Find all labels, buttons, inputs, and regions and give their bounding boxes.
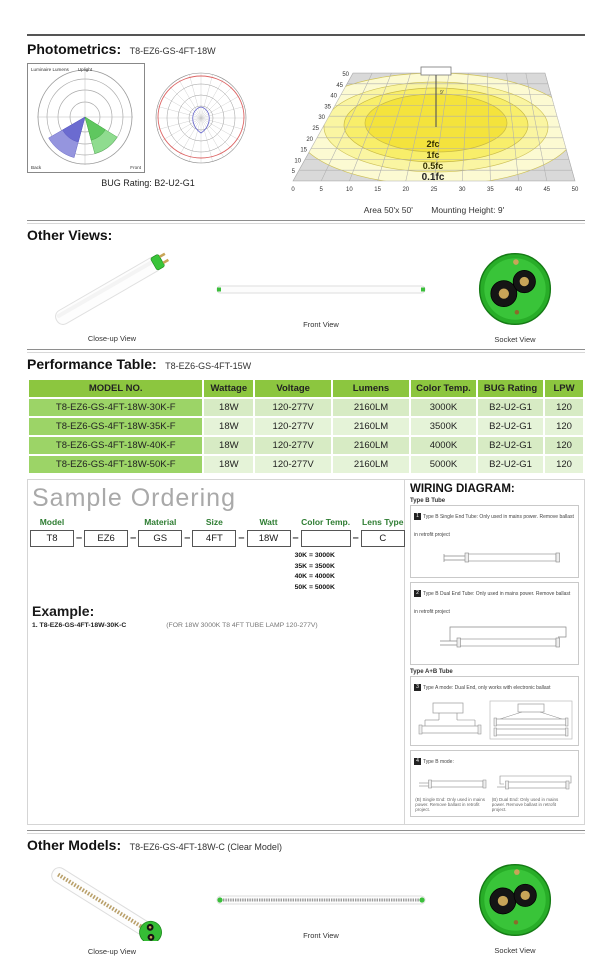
- top-rule: [27, 34, 585, 38]
- wiring-item-2: [410, 582, 579, 665]
- example-block: [30, 603, 398, 629]
- cell-wattage: 18W: [204, 418, 253, 435]
- item-number: 2: [414, 590, 421, 597]
- polar-diagrams: [27, 63, 269, 188]
- svg-text:20: 20: [402, 187, 410, 193]
- field-box-lens: C: [361, 530, 405, 547]
- field-label-lens: Lens Type: [362, 517, 404, 527]
- svg-text:5: 5: [319, 187, 323, 193]
- cell-bug: B2-U2-G1: [478, 399, 543, 416]
- svg-text:0: 0: [291, 187, 295, 193]
- field-box-size: 4FT: [192, 530, 236, 547]
- table-row: [29, 456, 583, 473]
- clear-socket-view-image: [475, 860, 555, 940]
- cell-voltage: 120-277V: [255, 399, 331, 416]
- col-model: MODEL NO.: [29, 380, 202, 397]
- candela-polar-diagram: [155, 63, 247, 173]
- cct-legend: [295, 551, 335, 593]
- col-bug: BUG Rating: [478, 380, 543, 397]
- cell-bug: B2-U2-G1: [478, 418, 543, 435]
- view-label-closeup: Close-up View: [87, 947, 137, 956]
- cell-lumens: 2160LM: [333, 456, 409, 473]
- section-subtitle: T8-EZ6-GS-4FT-18W-C (Clear Model): [129, 842, 282, 852]
- cell-wattage: 18W: [204, 399, 253, 416]
- cell-cct: 4000K: [411, 437, 476, 454]
- rule-after-photometrics: [27, 220, 585, 224]
- col-voltage: Voltage: [255, 380, 331, 397]
- cell-cct: 3500K: [411, 418, 476, 435]
- other-models-heading: [27, 837, 585, 855]
- cell-lpw: 120: [545, 437, 583, 454]
- cell-lumens: 2160LM: [333, 437, 409, 454]
- pole-height-label: 9': [440, 90, 444, 96]
- section-title: Performance Table:: [27, 356, 157, 372]
- bug-label-front: Front: [130, 165, 141, 170]
- svg-text:5: 5: [291, 169, 295, 176]
- fixture-symbol: [421, 67, 451, 75]
- type-b-dual-end-diagram: [492, 773, 574, 797]
- polar2-spokes: [156, 73, 246, 163]
- bug-rating-caption: BUG Rating: B2-U2-G1: [101, 178, 195, 188]
- field-box-cct: [301, 530, 351, 547]
- photometrics-heading: [27, 41, 585, 59]
- svg-text:35: 35: [324, 104, 331, 111]
- svg-text:45: 45: [543, 187, 551, 193]
- col-cct: Color Temp.: [411, 380, 476, 397]
- cell-cct: 5000K: [411, 456, 476, 473]
- svg-text:40: 40: [515, 187, 522, 193]
- legend-35k: 35K = 3500K: [294, 562, 335, 570]
- svg-text:30: 30: [318, 115, 325, 122]
- svg-text:10: 10: [294, 158, 301, 165]
- wiring-diagram: [405, 480, 584, 824]
- view-label-front: Front View: [303, 931, 339, 940]
- fc-label-1: 1fc: [426, 150, 440, 160]
- item-text: Type B mode:: [423, 758, 454, 765]
- svg-text:50: 50: [342, 72, 349, 78]
- view-label-closeup: Close-up View: [87, 334, 137, 343]
- single-end-tube-diagram: [420, 546, 570, 568]
- cell-voltage: 120-277V: [255, 456, 331, 473]
- wiring-item-1: [410, 505, 579, 578]
- legend-50k: 50K = 5000K: [294, 583, 335, 591]
- cell-lpw: 120: [545, 456, 583, 473]
- section-title: Photometrics:: [27, 41, 122, 57]
- legend-40k: 40K = 4000K: [294, 573, 335, 581]
- footprint-caption: [283, 205, 585, 215]
- example-model-number: 1. T8-EZ6-GS-4FT-18W-30K-C: [32, 622, 127, 629]
- item-text: Type A mode: Dual End, only works with electronic ballast: [423, 684, 551, 691]
- svg-text:25: 25: [312, 126, 319, 132]
- ordering-builder: [30, 517, 404, 591]
- type-b-single-end-diagram: [415, 773, 489, 797]
- section-title: Other Views:: [27, 227, 113, 243]
- item-text: Type B Dual End Tube: Only used in mains power. Remove ballast in retrofit project: [414, 590, 571, 615]
- cell-model: T8-EZ6-GS-4FT-18W-50K-F: [29, 456, 202, 473]
- cell-cct: 3000K: [411, 399, 476, 416]
- svg-text:30: 30: [458, 187, 466, 193]
- svg-text:15: 15: [374, 187, 381, 193]
- field-label-material: Material: [144, 517, 177, 527]
- field-label-size: Size: [205, 517, 223, 527]
- cell-voltage: 120-277V: [255, 418, 331, 435]
- cell-lumens: 2160LM: [333, 418, 409, 435]
- example-heading: Example:: [32, 603, 95, 619]
- field-box-watt: 18W: [247, 530, 291, 547]
- cell-voltage: 120-277V: [255, 437, 331, 454]
- type-a-single-fixture-diagram: [415, 699, 487, 741]
- other-views-heading: [27, 227, 585, 245]
- lower-section: [27, 479, 585, 825]
- section-subtitle: T8-EZ6-GS-4FT-18W: [129, 46, 216, 56]
- cell-wattage: 18W: [204, 437, 253, 454]
- cell-model: T8-EZ6-GS-4FT-18W-35K-F: [29, 418, 202, 435]
- sample-ordering: [28, 480, 405, 824]
- cell-model: T8-EZ6-GS-4FT-18W-30K-F: [29, 399, 202, 416]
- cell-lumens: 2160LM: [333, 399, 409, 416]
- table-row: [29, 418, 583, 435]
- wiring-heading: WIRING DIAGRAM:: [410, 483, 515, 495]
- dash-separator: –: [292, 532, 299, 544]
- socket-view-image: [475, 249, 555, 329]
- other-views-figures: [27, 249, 585, 344]
- view-label-socket: Socket View: [494, 946, 536, 955]
- other-models-figures: [27, 859, 585, 956]
- svg-text:15: 15: [300, 147, 307, 154]
- cell-lpw: 120: [545, 399, 583, 416]
- col-lumens: Lumens: [333, 380, 409, 397]
- bug-zone-diagram: [27, 63, 145, 173]
- example-note: (FOR 18W 3000K T8 4FT TUBE LAMP 120-277V): [166, 622, 318, 629]
- cell-bug: B2-U2-G1: [478, 437, 543, 454]
- photometrics-row: [27, 63, 585, 215]
- field-label-watt: Watt: [259, 517, 278, 527]
- section-subtitle: T8-EZ6-GS-4FT-15W: [165, 361, 252, 371]
- type-b-single-caption: (B) Single End: Only used in mains power. Remove ballast in retrofit project.: [415, 797, 486, 812]
- svg-text:40: 40: [330, 93, 337, 100]
- section-title: Other Models:: [27, 837, 122, 853]
- svg-text:25: 25: [430, 187, 438, 193]
- footprint-block: [283, 63, 585, 215]
- bug-label-back: Back: [31, 165, 42, 170]
- col-lpw: LPW: [545, 380, 583, 397]
- fc-label-2: 2fc: [426, 139, 440, 149]
- field-label-model: Model: [39, 517, 65, 527]
- clear-closeup-view-image: [47, 859, 177, 941]
- wiring-item-3: [410, 676, 579, 746]
- rule-after-other-views: [27, 349, 585, 353]
- svg-text:45: 45: [336, 82, 343, 89]
- wiring-item-4: [410, 750, 579, 817]
- closeup-view-image: [47, 250, 177, 328]
- wiring-group-type-ab: Type A+B Tube: [410, 669, 453, 675]
- field-box-model: T8: [30, 530, 74, 547]
- datasheet-page: [0, 34, 612, 956]
- cell-model: T8-EZ6-GS-4FT-18W-40K-F: [29, 437, 202, 454]
- view-label-socket: Socket View: [494, 335, 536, 344]
- col-wattage: Wattage: [204, 380, 253, 397]
- field-box-material: GS: [138, 530, 182, 547]
- bug-label-lumens: Luminaire Lumens: [31, 67, 69, 72]
- item-number: 3: [414, 684, 421, 691]
- fc-label-05: 0.5fc: [422, 161, 444, 171]
- cell-bug: B2-U2-G1: [478, 456, 543, 473]
- type-a-dual-fixture-diagram: [488, 699, 574, 741]
- performance-heading: [27, 356, 585, 374]
- performance-table: [27, 378, 585, 475]
- field-label-cct: Color Temp.: [301, 517, 351, 527]
- legend-30k: 30K = 3000K: [294, 552, 335, 559]
- dash-separator: –: [76, 532, 83, 544]
- cell-lpw: 120: [545, 418, 583, 435]
- caption-area: Area 50'x 50': [363, 205, 413, 215]
- table-header-row: [29, 380, 583, 397]
- dash-separator: –: [238, 532, 245, 544]
- view-label-front: Front View: [303, 320, 339, 329]
- clear-front-view-image: [213, 875, 429, 925]
- dash-separator: –: [184, 532, 191, 544]
- footprint-chart: [283, 63, 585, 203]
- fc-label-01: 0.1fc: [421, 172, 445, 183]
- item-number: 4: [414, 758, 421, 765]
- item-text: Type B Single End Tube: Only used in mains power. Remove ballast in retrofit project: [414, 513, 574, 538]
- cell-wattage: 18W: [204, 456, 253, 473]
- field-box-series: EZ6: [84, 530, 128, 547]
- type-b-dual-caption: (B) Dual End: Only used in mains power. Remove ballast in retrofit project.: [491, 797, 559, 812]
- dash-separator: –: [130, 532, 137, 544]
- caption-mounting-height: Mounting Height: 9': [431, 205, 505, 215]
- dash-separator: –: [352, 532, 359, 544]
- dual-end-tube-diagram: [420, 623, 570, 655]
- svg-text:20: 20: [306, 136, 313, 143]
- svg-text:35: 35: [487, 187, 494, 193]
- bug-label-uplight: Uplight: [77, 67, 93, 72]
- wiring-group-type-b: Type B Tube: [410, 498, 446, 504]
- table-row: [29, 437, 583, 454]
- rule-after-lower: [27, 830, 585, 834]
- svg-text:50: 50: [571, 187, 579, 193]
- sample-ordering-title: Sample Ordering: [32, 484, 236, 512]
- item-number: 1: [414, 513, 421, 520]
- table-row: [29, 399, 583, 416]
- front-view-image: [213, 264, 429, 314]
- svg-text:10: 10: [346, 187, 353, 193]
